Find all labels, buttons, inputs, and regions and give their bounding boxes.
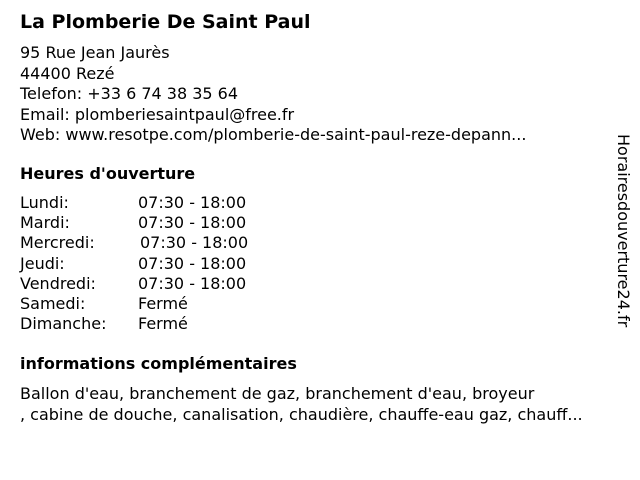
- hours-day: Vendredi:: [20, 273, 96, 293]
- hours-row: [20, 274, 320, 294]
- hours-row: [20, 233, 320, 253]
- hours-time: 07:30 - 18:00: [138, 273, 247, 293]
- hours-row: [20, 254, 320, 274]
- contact-block: [20, 43, 526, 146]
- opening-hours-heading: Heures d'ouverture: [20, 164, 196, 183]
- additional-info-heading: informations complémentaires: [20, 354, 297, 373]
- hours-time: 07:30 - 18:00: [138, 253, 247, 273]
- address-city: 44400 Rezé: [20, 63, 115, 83]
- hours-day: Jeudi:: [20, 253, 65, 273]
- hours-day: Lundi:: [20, 193, 69, 212]
- business-name: La Plomberie De Saint Paul: [20, 11, 311, 33]
- email-address[interactable]: Email: plomberiesaintpaul@free.fr: [20, 104, 295, 124]
- additional-info-line: Ballon d'eau, branchement de gaz, branchement d'eau, broyeur: [20, 384, 535, 403]
- hours-time: Fermé: [138, 314, 188, 334]
- hours-row: [20, 294, 320, 314]
- site-watermark: [610, 134, 636, 374]
- opening-hours-table: [20, 193, 320, 334]
- hours-row: [20, 314, 320, 334]
- hours-day: Mercredi:: [20, 233, 95, 253]
- additional-info-line: , cabine de douche, canalisation, chaudière, chauffe-eau gaz, chauff...: [20, 404, 583, 424]
- hours-row: [20, 193, 320, 213]
- watermark-text: Horairesdouverture24.fr: [614, 134, 633, 328]
- hours-day: Mardi:: [20, 213, 70, 233]
- address-street: 95 Rue Jean Jaurès: [20, 43, 170, 62]
- hours-day: Samedi:: [20, 293, 86, 313]
- website-link[interactable]: Web: www.resotpe.com/plomberie-de-saint-paul-reze-depann...: [20, 125, 527, 144]
- phone-number[interactable]: Telefon: +33 6 74 38 35 64: [20, 84, 239, 103]
- hours-day: Dimanche:: [20, 314, 107, 334]
- hours-time: 07:30 - 18:00: [140, 233, 249, 253]
- hours-time: 07:30 - 18:00: [138, 193, 247, 212]
- hours-time: Fermé: [138, 293, 188, 313]
- additional-info-text: [20, 384, 583, 425]
- hours-row: [20, 213, 320, 233]
- hours-time: 07:30 - 18:00: [138, 213, 247, 233]
